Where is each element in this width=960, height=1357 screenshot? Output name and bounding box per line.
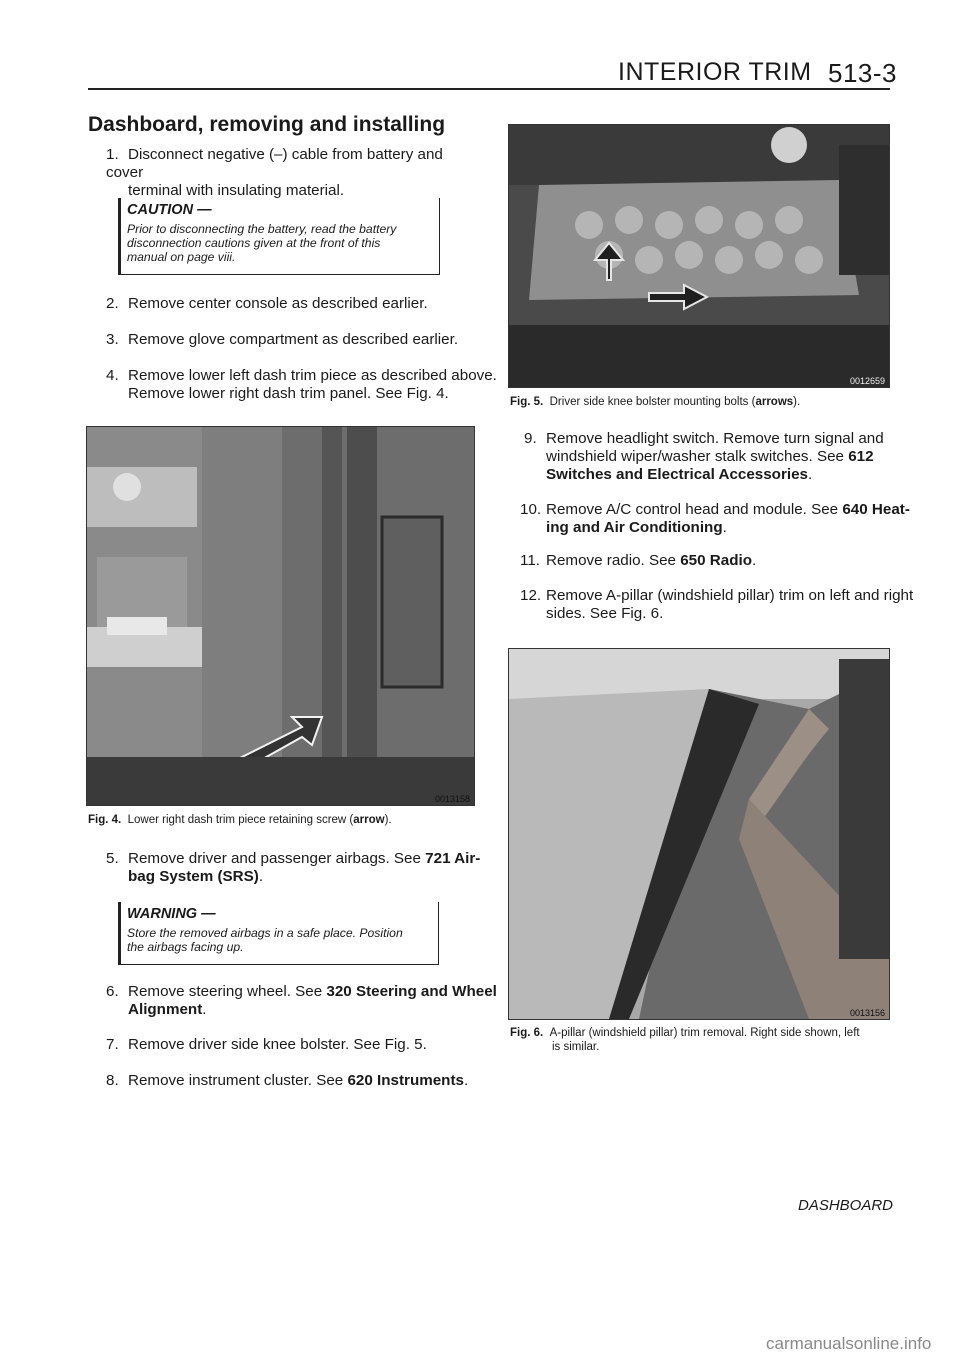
step-11: 11. Remove radio. See 650 Radio. [520, 552, 757, 569]
step-12: 12. Remove A-pillar (windshield pillar) trim on left and right sides. See Fig. 6. [520, 587, 914, 622]
step-1: 1. Disconnect negative (–) cable from battery and cover terminal with insulating material. [106, 146, 443, 199]
step-9: 9. Remove headlight switch. Remove turn signal and windshield wiper/washer stalk switches. See 612 Switches and Electrical Accessories. [524, 430, 884, 483]
page-number: 513-3 [828, 58, 897, 88]
section-title: INTERIOR TRIM [618, 58, 812, 86]
caution-line-1: Prior to disconnecting the battery, read the battery [127, 222, 397, 236]
caution-title: CAUTION — [127, 202, 212, 218]
figure-6-image [509, 649, 889, 1019]
header-rule [88, 88, 890, 90]
figure-5-image [509, 125, 889, 387]
figure-4-caption: Fig. 4. Lower right dash trim piece retaining screw (arrow). [88, 814, 392, 826]
figure-5-photo [508, 124, 890, 388]
step-7: 7. Remove driver side knee bolster. See Fig. 5. [106, 1036, 427, 1053]
figure-5-caption: Fig. 5. Driver side knee bolster mounting bolts (arrows). [510, 396, 801, 408]
step-3: 3. Remove glove compartment as described earlier. [106, 331, 459, 348]
step-5: 5. Remove driver and passenger airbags. See 721 Air- bag System (SRS). [106, 850, 481, 885]
step-8: 8. Remove instrument cluster. See 620 Instruments. [106, 1072, 469, 1089]
step-6: 6. Remove steering wheel. See 320 Steering and Wheel Alignment. [106, 983, 497, 1018]
section-footer: DASHBOARD [798, 1197, 894, 1214]
figure-6-code: 0013156 [849, 1008, 885, 1018]
watermark: carmanualsonline.info [766, 1334, 932, 1353]
caution-box [118, 198, 440, 275]
step-4: 4. Remove lower left dash trim piece as described above. Remove lower right dash trim panel. See Fig. 4. [106, 367, 497, 402]
caution-line-2: disconnection cautions given at the front of this [127, 236, 381, 250]
figure-4-image [87, 427, 474, 805]
caution-line-3: manual on page viii. [127, 250, 236, 264]
step-2: 2. Remove center console as described earlier. [106, 295, 428, 312]
step-10: 10. Remove A/C control head and module. See 640 Heat- ing and Air Conditioning. [520, 501, 910, 536]
section-heading: Dashboard, removing and installing [88, 113, 446, 136]
figure-6-caption: Fig. 6. A-pillar (windshield pillar) trim removal. Right side shown, left is similar. [510, 1027, 860, 1053]
warning-line-1: Store the removed airbags in a safe place. Position [127, 926, 403, 940]
figure-5-code: 0012659 [849, 376, 885, 386]
warning-title: WARNING — [127, 906, 216, 922]
warning-box [118, 902, 439, 965]
figure-6-photo [508, 648, 890, 1020]
figure-4-photo [86, 426, 475, 806]
warning-line-2: the airbags facing up. [127, 940, 244, 954]
figure-4-code: 0013158 [434, 794, 470, 804]
